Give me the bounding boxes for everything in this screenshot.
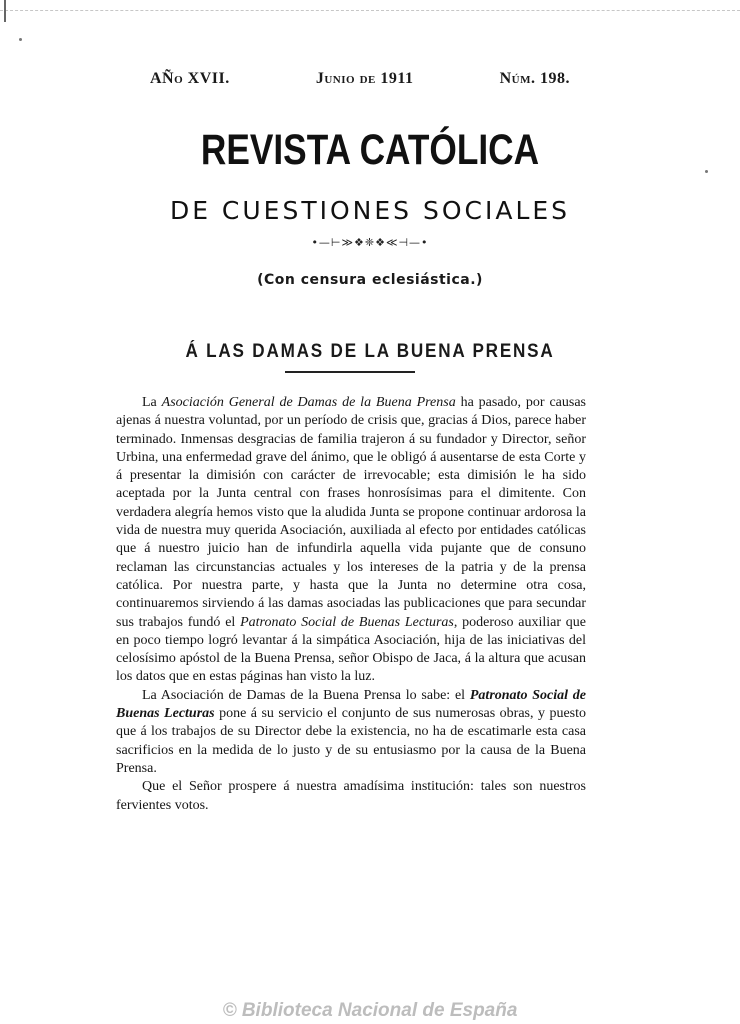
- scan-edge-top: [0, 10, 740, 11]
- italic-run: Patronato Social de Buenas Lecturas: [240, 614, 454, 630]
- text-run: La Asociación de Damas de la Buena Prensa lo sabe: el: [142, 687, 470, 703]
- masthead-title: REVISTA CATÓLICA: [200, 126, 540, 174]
- title-rule: [285, 371, 415, 373]
- scan-speck: [19, 38, 22, 41]
- issue-number: Núm. 198.: [499, 70, 570, 87]
- italic-run: Asociación General de Damas de la Buena Prensa: [161, 395, 456, 410]
- text-run: pone á su servicio el conjunto de sus numerosas obras, y puesto que á los trabajos de su Director debe la existencia, no ha de escatimarle esta casa sacrificios en la medida de lo justo y de su entusiasmo por la causa de la Buena Prensa.: [116, 706, 587, 776]
- censura-note: (Con censura eclesiástica.): [257, 272, 483, 288]
- article-paragraph: [116, 394, 586, 687]
- text-run: ha pasado, por causas ajenas á nuestra voluntad, por un período de crisis que, gracias á Dios, parece haber terminado. Inmensas desgracias de familia trajeron á su fundador y Director, señor Urbina, una enfermedad grave del ánimo, que le obligó á ausentarse de esta Corte y á presentar la dimisión con carácter de irrevocable; esta dimisión le ha sido aceptada por la Junta central con frases honrosísimas para el dimitente. Con verdadera alegría hemos visto que la aludida Junta se propone continuar ardorosa la vida de nuestra muy querida Asociación, auxiliada al efecto por entidades católicas que á nuestro juicio han de infundirla aquella vida pujante que de consuno reclaman las circunstancias actuales y los intereses de la patria y de la prensa católica. Por nuestra parte, y hasta que la Junta no determine otra cosa, continuaremos sirviendo á las damas asociadas las publicaciones que para secundar sus trabajos fundó el: [116, 395, 586, 630]
- text-run: , poderoso auxiliar que en poco tiempo logró levantar á la simpática Asociación, hija de las iniciativas del celosísimo apóstol de la Buena Prensa, señor Obispo de Jaca, á la altura que acusan los datos que en estas páginas han visto la luz.: [116, 614, 587, 685]
- issue-header: [150, 70, 570, 88]
- library-watermark: © Biblioteca Nacional de España: [222, 1000, 518, 1021]
- article-paragraph: Que el Señor prospere á nuestra amadísima institución: tales son nuestros fervientes votos.: [116, 779, 586, 813]
- text-run: La: [142, 395, 162, 410]
- issue-year: AÑo XVII.: [150, 70, 230, 87]
- article-body: [116, 394, 586, 815]
- masthead-subtitle: DE CUESTIONES SOCIALES: [169, 196, 571, 225]
- issue-date: Junio de 1911: [315, 70, 414, 87]
- article-paragraph: [116, 687, 586, 778]
- italic-run: Patronato Social de Buenas Lecturas: [116, 687, 587, 722]
- article-title: Á LAS DAMAS DE LA BUENA PRENSA: [185, 341, 555, 362]
- ornament-divider: •—⊢≫❖❈❖≪⊣—•: [311, 236, 429, 249]
- scan-speck: [705, 170, 708, 173]
- scan-edge-left: [4, 0, 6, 22]
